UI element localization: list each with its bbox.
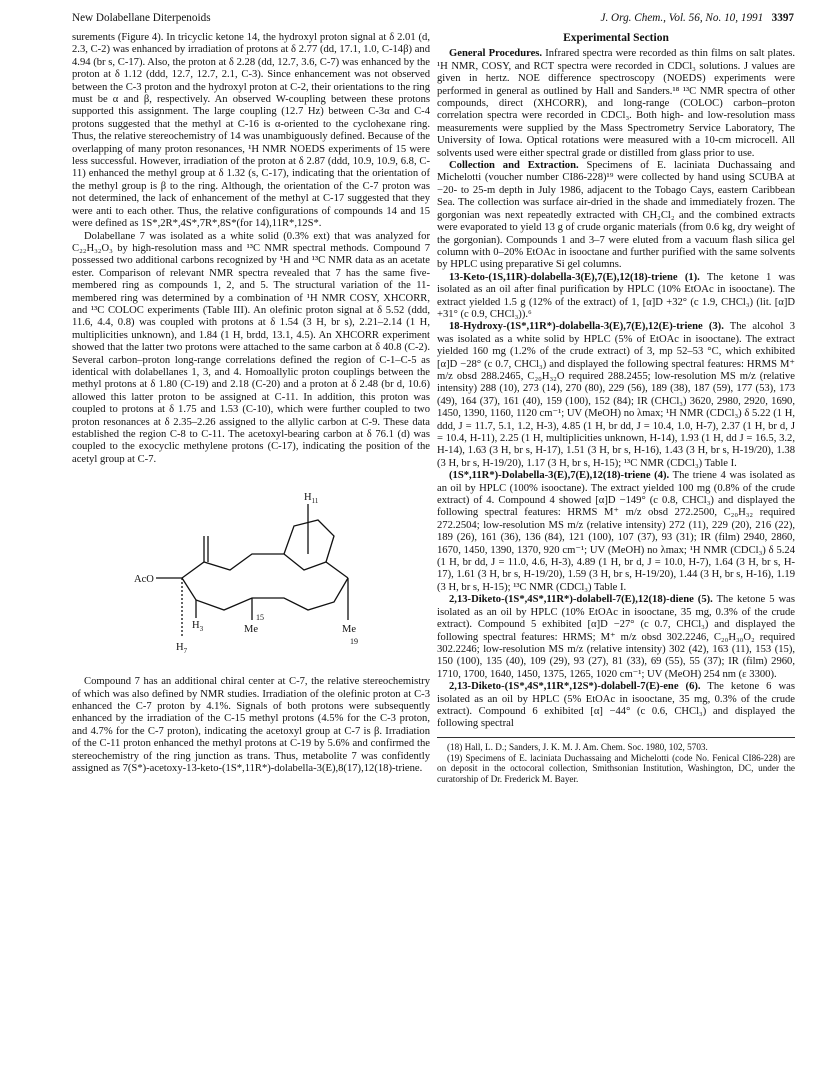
label-19: 19 (350, 637, 358, 647)
footnotes (437, 737, 795, 785)
label-me-19: Me (342, 624, 356, 636)
page-header (72, 12, 794, 28)
compound-1-heading: 13-Keto-(1S,11R)-dolabella-3(E),7(E),12(18)-triene (1). (449, 271, 700, 283)
footnote-19: (19) Specimens of E. laciniata Duchassaing and Michelotti (code No. Fenical CI86-228) are on deposit in the octocoral collection, Smithsonian Institution, Washington, DC, under the curatorship of Dr. Frederick M. Bayer. (437, 752, 795, 785)
cyclopentane-bonds (284, 520, 334, 562)
compound-3-body: The alcohol 3 was isolated as a white solid by HPLC (5% of EtOAc in isooctane). The extract yielded 160 mg (1.2% of the crude extract) of 3, mp 52–53 °C, which exhibited [α]D −28° (c 0.7, CHCl₃) and displayed the following spectral features: HRMS M⁺ m/z obsd 288.2465, C₂₀H₃₂O required 288.2455; low-resolution MS m/z (relative intensity) 288 (10), 273 (14), 270 (80), 229 (56), 189 (38), 187 (59), 177 (53), 173 (49), 164 (37), 161 (40), 159 (100), 152 (84); IR (CHCl₃) 3620, 2980, 2920, 1690, 1450, 1390, 1160, 1120 cm⁻¹; UV (MeOH) no λmax; ¹H NMR (CDCl₃) δ 5.22 (1 H, ddd, J = 11.7, 5.1, 1.2, H-3), 4.85 (1 H, br dd, J = 10.4, 1.0, H-7), 2.37 (1 H, br d, J = 10.4, H-11), 2.25 (1 H, multiplicities unknown, H-14), 1.93 (1 H, dd J = 16.5, 3.2, H-14), 1.63 (3 H, br s, H-17), 1.51 (3 H, br s, H-16), 1.43 (3 H, br s, H-19/20), 1.38 (3 H, br s, H-19/20), 1.17 (3 H, br s, H-15); ¹³C NMR (CDCl₃) Table I. (437, 321, 795, 469)
general-procedures-heading: General Procedures. (449, 48, 543, 60)
ring-upper-bonds (182, 554, 348, 578)
general-procedures-body: Infrared spectra were recorded as thin films on salt plates. ¹H NMR, COSY, and RCT spectra were recorded in CDCl₃ solutions. J values are given in hertz. NOE difference spectroscopy (NOEDS) experiments were performed in general as outlined by Hall and Sanders.¹⁸ ¹³C NMR spectra of other compounds, direct (XHCORR), and long-range (COLOC) carbon–proton correlation spectra were recorded in CDCl₃. Both high- and low-resolution mass measurements were supplied by the Mass Spectrometry Service Laboratory, The University of Iowa. Optical rotations were measured with a 10-cm microcell. All solvents used were either spectral grade or distilled from glass prior to use. (437, 48, 795, 159)
chemical-structure-7 (72, 470, 430, 670)
label-h11: $H_{11}$ (304, 492, 319, 506)
paragraph-compound-3 (437, 321, 795, 470)
compound-1-body: The ketone 1 was isolated as an oil after final purification by HPLC (10% EtOAc in isooctane). The extract yielded 1.5 g (12% of the extract) of 1, [α]D +32° (c 1.9, CHCl₃) (lit. [α]D +31° (c 0.9, CHCl₃)).⁶ (437, 271, 795, 320)
compound-4-heading: (1S*,11R*)-Dolabella-3(E),7(E),12(18)-triene (4). (449, 470, 670, 482)
compound-4-body: The triene 4 was isolated as an oil by HPLC (100% isooctane). The extract yielded 100 mg (0.8% of the crude extract) of 4. Compound 4 showed [α]D −149° (c 0.8, CHCl₃) and displayed the following spectral features: HRMS M⁺ m/z obsd 272.2500, C₂₀H₃₂ required 272.2504; low-resolution MS m/z (relative intensity) 272 (11), 229 (20), 216 (22), 189 (26), 161 (36), 136 (84), 121 (100), 107 (37), 93 (31); IR (film) 2940, 2860, 1670, 1450, 1390, 1370, 920 cm⁻¹; UV (MeOH) no λmax; ¹H NMR (CDCl₃) δ 5.24 (1 H, br dd, J = 11.0, 4.6, H-3), 4.89 (1 H, br d, J = 10.0, H-7), 1.64 (3 H, br s, H-17), 1.61 (3 H, br s, H-19/20), 1.59 (3 H, br s, H-19/20), 1.44 (3 H, br s, H-16), 1.19 (3 H, br s, H-15); ¹³C NMR (CDCl₃) Table I. (437, 470, 795, 593)
compound-6-body: The ketone 6 was isolated as an oil by HPLC (5% EtOAc in isooctane, 35 mg, 0.3% of the crude extract). Compound 6 exhibited [α] −44° (c 0.6, CHCl₃) and displayed the following spectral (437, 681, 795, 730)
label-h7: $H_7$ (176, 642, 188, 656)
paragraph-compound-6 (437, 681, 795, 731)
footnote-18: (18) Hall, L. D.; Sanders, J. K. M. J. Am. Chem. Soc. 1980, 102, 5703. (447, 741, 708, 752)
label-15: 15 (256, 613, 264, 623)
paragraph-general-procedures (437, 48, 795, 160)
collection-body: Specimens of E. laciniata Duchassaing and Michelotti (voucher number CI86-228)¹⁹ were collected by hand using SCUBA at −20- to 25-m depth in July 1986, adjacent to the Tobago Cays, eastern Caribbean Sea. The collection was surface air-dried in the shade and immediately frozen. The gorgonian was next repeatedly extracted with CH₂Cl₂ and the combined extracts were evaporated to yield 13 g of crude organic materials (from 0.6 kg, dry weight of the gorgonian). Compounds 1 and 3–7 were eluted from a vacuum flash silica gel column with 0–20% EtOAc in isooctane and further purified with the same solvents by HPLC using preparative Si gel columns. (437, 160, 795, 271)
compound-5-body: The ketone 5 was isolated as an oil by HPLC (10% EtOAc in isooctane, 35 mg, 0.3% of the crude extract). Compound 5 exhibited [α]D −27° (c 0.7, CHCl₃) and displayed the following spectral features: HRMS; M⁺ m/z obsd 302.2246, C₂₀H₃₀O₂ required 302.2246; low-resolution MS m/z (relative intensity) 302 (42), 163 (11), 153 (15), 150 (100), 135 (40), 109 (29), 93 (27), 81 (33), 69 (55), 55 (37); IR (film) 2960, 1710, 1700, 1640, 1450, 1375, 1265, 1020 cm⁻¹; UV (MeOH) 254 nm (ε 3300). (437, 594, 795, 680)
journal-name: J. Org. Chem., Vol. 56, No. 10, 1991 (600, 12, 764, 24)
collection-heading: Collection and Extraction. (449, 160, 579, 172)
compound-3-heading: 18-Hydroxy-(1S*,11R*)-dolabella-3(E),7(E),12(E)-triene (3). (449, 321, 724, 333)
journal-citation (601, 12, 795, 24)
right-column (437, 32, 795, 785)
compound-6-heading: 2,13-Diketo-(1S*,4S*,11R*,12S*)-dolabell-7(E)-ene (6). (449, 681, 701, 693)
page-number: 3397 (771, 12, 794, 24)
label-aco: AcO (134, 574, 154, 586)
section-title: Experimental Section (563, 32, 669, 44)
structure-drawing (112, 470, 392, 670)
paragraph-dolabellane-7: Dolabellane 7 was isolated as a white solid (0.3% ext) that was analyzed for C₂₂H₃₂O₃ by high-resolution mass and ¹³C NMR spectral methods. Compound 7 possessed two additional carbons recognized by ¹H and ¹³C NMR data as an acetate ester. Comparison of relevant NMR spectra revealed that 7 has the same five-membered ring as compounds 1, 2, and 5. The structural variation of the 11-membered ring was determined by a combination of ¹H NMR COSY, XHCORR, and ¹³C COLOC experiments (Table III). An olefinic proton signal at δ 5.52 (ddd, 11.6, 4.4, 0.8) was coupled with protons at δ 1.54 (3 H, br s), 2.21–2.14 (1 H, multiplicities unknown), and 1.84 (1 H, brdd, 13.1, 4.5). An XHCORR experiment showed that the latter two protons were attached to the same carbon at δ 40.8 (C-2). Several carbon–proton long-range correlations defined the region of C-1–C-5 as identical with dolabellanes 1, 3, and 4. Homoallylic proton couplings between the methyl protons at δ 1.80 (C-19) and 2.18 (C-20) and a proton at δ 2.48 (br d, 10.6) allowed this latter proton to be assigned at C-11. In addition, this proton was coupled to protons at δ 1.75 and 1.53 (C-10), which were further coupled to two proton resonances at δ 2.35–2.26 assigned to the allylic carbon at C-9. These data established the region C-8 to C-11. The acetoxyl-bearing carbon at δ 76.1 (d) was coupled to the exocyclic methylene protons (C-17), indicating the position of the acetyl group at C-7. (72, 230, 430, 465)
paragraph-stereochemistry-7: Compound 7 has an additional chiral center at C-7, the relative stereochemistry of which was also defined by NMR studies. Irradiation of the olefinic proton at C-3 enhanced the C-7 proton by 4.1%. Signals of both protons were subsequently enhanced by the irradiation of the C-15 methyl protons (4.5% for the C-3 proton, and 4.7% for the C-7 proton), indicating the acetoxyl group at C-7 is β. Irradiation of the C-11 proton enhanced the methyl protons at C-19 by 5.6% and confirmed the stereochemistry of the ring junction as trans. Thus, metabolite 7 was confidently assigned as 7(S*)-acetoxy-13-keto-(1S*,11R*)-dolabella-3(E),8(17),12(18)-triene. (72, 676, 430, 775)
paragraph-nmr-analysis: surements (Figure 4). In tricyclic ketone 14, the hydroxyl proton signal at δ 2.01 (d, 2.3, C-2) was enhanced by irradiation of protons at δ 2.77 (dd, 17.1, 1.0, C-14β) and 4.94 (br s, C-17). Also, the proton at δ 2.28 (dd, 12.7, 3.6, C-7) was enhanced by the proton at δ 1.12 (ddd, 12.7, 12.7, 2.1, C-3). Since enhancement was not observed between the C-3 proton and the hydroxyl proton at C-2, their orientations to the ring must be α and β, respectively. An observed W-coupling between these protons supported this assignment. The large coupling (12.7 Hz) between C-3α and C-4 protons suggested that the methyl at C-16 is α-oriented to the cyclohexane ring. Thus, the relative stereochemistry of 14 was unambiguously defined. Because of the overlapping of many proton resonances, ¹H NMR NOEDS experiments of 15 were less successful. However, irradiation of the proton at δ 2.87 (ddd, 10.9, 10.9, 6.8, C-11) enhanced the methyl group at δ 1.32 (s, C-17), indicating that the orientation of the methyl group is β to the ring. Although, the orientation of the C-7 proton was not determined, the lack of enhancement of the methyl at C-17 suggested that they were anti to each other. Thus, the relative configurations of compounds 14 and 15 were defined as 1S*,2R*,4S*,7R*,8S*(for 14),11R*,12S*. (72, 32, 430, 230)
paragraph-collection (437, 160, 795, 272)
label-me-15: Me (244, 624, 258, 636)
compound-5-heading: 2,13-Diketo-(1S*,4S*,11R*)-dolabell-7(E),12(18)-diene (5). (449, 594, 713, 606)
paragraph-compound-5 (437, 594, 795, 681)
paragraph-compound-1 (437, 272, 795, 322)
left-column (72, 32, 430, 775)
paragraph-compound-4 (437, 470, 795, 594)
ring-lower-bonds (182, 578, 348, 610)
running-title: New Dolabellane Diterpenoids (72, 12, 211, 24)
label-h3: $H_3$ (192, 620, 204, 634)
